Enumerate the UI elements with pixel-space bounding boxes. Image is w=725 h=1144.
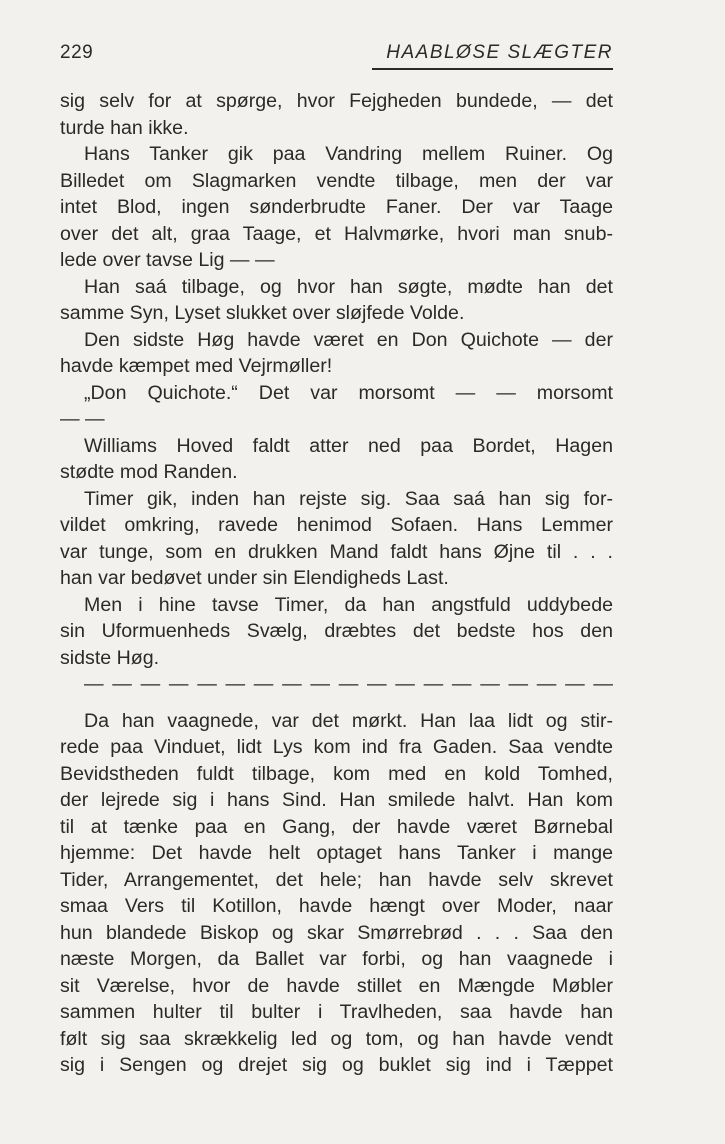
text-line: „Don Quichote.“ Det var morsomt — — morsomt bbox=[84, 381, 613, 404]
text-line: hun blandede Biskop og skar Smørrebrød . . . Saa den bbox=[60, 921, 613, 944]
running-head bbox=[60, 42, 613, 74]
text-line: Bevidstheden fuldt tilbage, kom med en kold Tomhed, bbox=[60, 762, 613, 785]
text-line: hjemme: Det havde helt optaget hans Tanker i mange bbox=[60, 842, 613, 864]
text-line: sammen hulter til bulter i Travlheden, saa havde han bbox=[60, 1001, 613, 1023]
text-line: sit Værelse, hvor de havde stillet en Mængde Møbler bbox=[60, 974, 613, 997]
text-line: stødte mod Randen. bbox=[60, 461, 238, 483]
text-line: Timer gik, inden han rejste sig. Saa saá han sig for- bbox=[84, 487, 613, 510]
body-text bbox=[60, 88, 613, 1079]
text-line: havde kæmpet med Vejrmøller! bbox=[60, 355, 333, 377]
text-line: over det alt, graa Taage, et Halvmørke, hvori man snub- bbox=[60, 222, 613, 245]
text-line: Williams Hoved faldt atter ned paa Bordet, Hagen bbox=[84, 434, 613, 457]
running-title: HAABLØSE SLÆGTER bbox=[386, 42, 613, 63]
text-line: sin Uformuenheds Svælg, dræbtes det bedste hos den bbox=[60, 620, 613, 642]
header-rule bbox=[372, 68, 613, 70]
text-line: Men i hine tavse Timer, da han angstfuld uddybede bbox=[84, 593, 613, 616]
text-line: følt sig saa skrækkelig led og tom, og han havde vendt bbox=[60, 1027, 613, 1050]
text-line: der lejrede sig i hans Sind. Han smilede halvt. Han kom bbox=[60, 789, 613, 811]
text-line: samme Syn, Lyset slukket over sløjfede Volde. bbox=[60, 302, 465, 324]
text-line: Hans Tanker gik paa Vandring mellem Ruiner. Og bbox=[84, 143, 613, 165]
text-line: til at tænke paa en Gang, der havde været Børnebal bbox=[60, 815, 613, 838]
page-number: 229 bbox=[60, 42, 94, 63]
text-line: lede over tavse Lig — — bbox=[60, 249, 275, 271]
text-line: var tunge, som en drukken Mand faldt hans Øjne til . . . bbox=[60, 540, 613, 563]
text-line: vildet omkring, ravede henimod Sofaen. Hans Lemmer bbox=[60, 514, 613, 536]
text-line: Tider, Arrangementet, det hele; han havde selv skrevet bbox=[60, 868, 613, 891]
text-line: Da han vaagnede, var det mørkt. Han laa lidt og stir- bbox=[84, 709, 613, 732]
text-line: sig i Sengen og drejet sig og buklet sig ind i Tæppet bbox=[60, 1054, 613, 1076]
section-break-dashes: — — — — — — — — — — — — — — — — — — — bbox=[84, 673, 613, 695]
text-line: rede paa Vinduet, lidt Lys kom ind fra Gaden. Saa vendte bbox=[60, 736, 613, 758]
text-line: næste Morgen, da Ballet var forbi, og han vaagnede i bbox=[60, 948, 613, 970]
text-line: han var bedøvet under sin Elendigheds Last. bbox=[60, 567, 449, 589]
text-line: turde han ikke. bbox=[60, 116, 189, 139]
text-line: Den sidste Høg havde været en Don Quichote — der bbox=[84, 328, 613, 351]
text-line: Billedet om Slagmarken vendte tilbage, men der var bbox=[60, 169, 613, 192]
dash-line: — — bbox=[60, 408, 105, 430]
text-line: smaa Vers til Kotillon, havde hængt over Moder, naar bbox=[60, 895, 613, 917]
text-line: sidste Høg. bbox=[60, 646, 160, 669]
text-line: sig selv for at spørge, hvor Fejgheden bundede, — det bbox=[60, 90, 613, 112]
text-line: Han saá tilbage, og hvor han søgte, mødte han det bbox=[84, 275, 613, 298]
text-line: intet Blod, ingen sønderbrudte Faner. Der var Taage bbox=[60, 196, 613, 218]
